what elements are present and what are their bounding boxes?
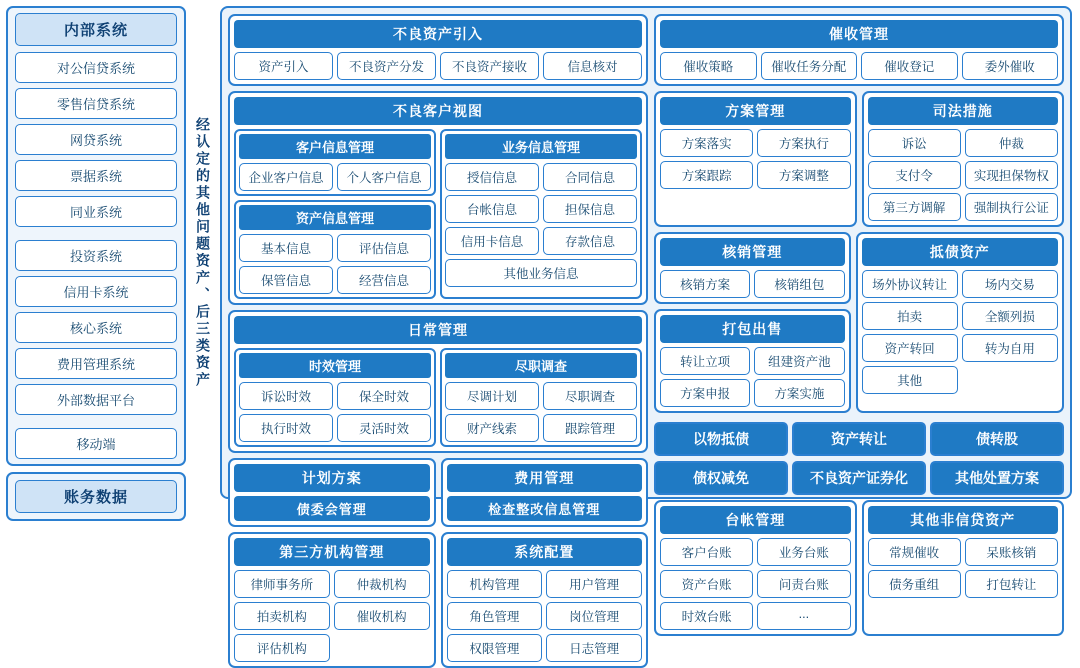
list-item[interactable]: 核心系统 — [15, 312, 177, 343]
system-modules-frame — [220, 6, 1072, 656]
module-item[interactable]: 岗位管理 — [546, 602, 642, 630]
list-item[interactable]: 外部数据平台 — [15, 384, 177, 415]
fee-box — [441, 458, 649, 527]
module-item[interactable]: 支付令 — [868, 161, 961, 189]
banner-group-right — [930, 422, 1064, 495]
module-item[interactable]: 用户管理 — [546, 570, 642, 598]
diligence-title: 尽职调查 — [445, 353, 637, 378]
npl-intro-items — [234, 52, 642, 80]
banner-item[interactable]: 债权减免 — [654, 461, 788, 495]
ledger-items — [660, 538, 851, 630]
collection-management-box — [654, 14, 1064, 86]
customer-view-box — [228, 91, 648, 305]
module-item[interactable]: 角色管理 — [447, 602, 543, 630]
module-item[interactable]: 业务台账 — [757, 538, 850, 566]
judicial-measures-title: 司法措施 — [868, 97, 1059, 125]
internal-systems-column — [6, 6, 186, 506]
module-item[interactable]: 强制执行公证 — [965, 193, 1058, 221]
system-config-items — [447, 570, 643, 662]
ledger-management-box — [654, 500, 857, 636]
module-item[interactable]: 执行时效 — [239, 414, 333, 442]
module-item[interactable]: 债务重组 — [868, 570, 961, 598]
module-item[interactable]: 组建资产池 — [754, 347, 844, 375]
plan-box — [228, 458, 436, 527]
debt-committee-title[interactable]: 债委会管理 — [234, 496, 430, 521]
module-item[interactable]: 呆账核销 — [965, 538, 1058, 566]
accounting-data-panel — [6, 472, 186, 521]
module-item[interactable]: 催收登记 — [861, 52, 958, 80]
banner-item[interactable]: 不良资产证券化 — [792, 461, 926, 495]
module-item[interactable]: 权限管理 — [447, 634, 543, 662]
debt-asset-title: 抵债资产 — [862, 238, 1059, 266]
banner-group-left — [654, 422, 788, 495]
plan-fee-row — [228, 458, 648, 527]
other-noncredit-title: 其他非信贷资产 — [868, 506, 1059, 534]
module-item[interactable]: 拍卖机构 — [234, 602, 330, 630]
module-item[interactable]: 拍卖 — [862, 302, 958, 330]
module-item[interactable]: 财产线索 — [445, 414, 539, 442]
daily-management-groups — [234, 348, 642, 447]
module-item[interactable]: 问责台账 — [757, 570, 850, 598]
daily-management-box — [228, 310, 648, 453]
business-info-sub — [440, 129, 642, 299]
internal-systems-title: 内部系统 — [15, 13, 177, 46]
scheme-items — [660, 129, 851, 189]
module-item[interactable]: 打包转让 — [965, 570, 1058, 598]
thirdparty-sysconfig-row — [228, 532, 648, 668]
module-item[interactable]: 方案实施 — [754, 379, 844, 407]
module-item[interactable]: 场内交易 — [962, 270, 1058, 298]
module-item[interactable]: 信用卡信息 — [445, 227, 539, 255]
module-item[interactable]: 全额列损 — [962, 302, 1058, 330]
module-item[interactable]: 企业客户信息 — [239, 163, 333, 191]
module-item[interactable]: 评估信息 — [337, 234, 431, 262]
customer-info-items — [239, 163, 431, 191]
system-config-title: 系统配置 — [447, 538, 643, 566]
module-item[interactable]: 实现担保物权 — [965, 161, 1058, 189]
module-item[interactable]: 客户台账 — [660, 538, 753, 566]
module-item[interactable]: 资产引入 — [234, 52, 333, 80]
module-item[interactable]: 方案申报 — [660, 379, 750, 407]
ledger-management-title: 台帐管理 — [660, 506, 851, 534]
vertical-axis-label — [190, 6, 216, 499]
writeoff-management-box — [654, 232, 851, 304]
banner-item[interactable]: 债转股 — [930, 422, 1064, 456]
writeoff-package-stack — [654, 232, 851, 413]
modules-right-column — [654, 14, 1064, 624]
ledger-othernoncredit-row — [654, 500, 1064, 636]
inspection-rectify-title[interactable]: 检查整改信息管理 — [447, 496, 643, 521]
list-item[interactable]: 费用管理系统 — [15, 348, 177, 379]
module-item[interactable]: 基本信息 — [239, 234, 333, 262]
debt-asset-box — [856, 232, 1065, 413]
module-item[interactable]: 台帐信息 — [445, 195, 539, 223]
list-item[interactable]: 网贷系统 — [15, 124, 177, 155]
module-item[interactable]: 合同信息 — [543, 163, 637, 191]
module-item[interactable]: 委外催收 — [962, 52, 1059, 80]
customer-view-groups — [234, 129, 642, 299]
internal-systems-panel — [6, 6, 186, 466]
third-party-box — [228, 532, 436, 668]
module-item[interactable]: 其他 — [862, 366, 958, 394]
module-item[interactable]: 方案落实 — [660, 129, 753, 157]
module-item[interactable]: 日志管理 — [546, 634, 642, 662]
npl-intro-title: 不良资产引入 — [234, 20, 642, 48]
vertical-axis-label-text: 经认定的其他问题资产、后三类资产 — [195, 116, 211, 389]
module-item[interactable]: 不良资产分发 — [337, 52, 436, 80]
scheme-management-title: 方案管理 — [660, 97, 851, 125]
writeoff-management-title: 核销管理 — [660, 238, 845, 266]
diligence-items — [445, 382, 637, 442]
module-item[interactable]: 经营信息 — [337, 266, 431, 294]
package-sale-box — [654, 309, 851, 413]
timeliness-items — [239, 382, 431, 442]
module-item[interactable]: 评估机构 — [234, 634, 330, 662]
package-sale-title: 打包出售 — [660, 315, 845, 343]
collection-items — [660, 52, 1058, 80]
list-item[interactable]: 零售信贷系统 — [15, 88, 177, 119]
module-item[interactable]: ... — [757, 602, 850, 630]
banner-item[interactable]: 以物抵债 — [654, 422, 788, 456]
business-info-items — [445, 163, 637, 255]
timeliness-sub — [234, 348, 436, 447]
module-item[interactable]: 存款信息 — [543, 227, 637, 255]
fee-title: 费用管理 — [447, 464, 643, 492]
customer-left-stack — [234, 129, 436, 299]
system-config-box — [441, 532, 649, 668]
module-item[interactable]: 资产台账 — [660, 570, 753, 598]
plan-title: 计划方案 — [234, 464, 430, 492]
timeliness-title: 时效管理 — [239, 353, 431, 378]
other-noncredit-box — [862, 500, 1065, 636]
module-item[interactable]: 保管信息 — [239, 266, 333, 294]
asset-info-title: 资产信息管理 — [239, 205, 431, 230]
module-item[interactable]: 其他业务信息 — [445, 259, 637, 287]
other-noncredit-items — [868, 538, 1059, 598]
module-item[interactable]: 诉讼时效 — [239, 382, 333, 410]
module-item[interactable]: 跟踪管理 — [543, 414, 637, 442]
list-item[interactable]: 对公信贷系统 — [15, 52, 177, 83]
module-item[interactable]: 不良资产接收 — [440, 52, 539, 80]
banner-item[interactable]: 其他处置方案 — [930, 461, 1064, 495]
module-item[interactable]: 常规催收 — [868, 538, 961, 566]
package-sale-items — [660, 347, 845, 407]
customer-info-sub — [234, 129, 436, 196]
module-item[interactable]: 机构管理 — [447, 570, 543, 598]
collection-management-title: 催收管理 — [660, 20, 1058, 48]
modules-left-column — [228, 14, 648, 656]
list-item[interactable]: 票据系统 — [15, 160, 177, 191]
plan-items — [234, 496, 430, 521]
module-item[interactable]: 催收机构 — [334, 602, 430, 630]
daily-management-title: 日常管理 — [234, 316, 642, 344]
third-party-title: 第三方机构管理 — [234, 538, 430, 566]
module-item[interactable]: 尽调计划 — [445, 382, 539, 410]
judicial-measures-box — [862, 91, 1065, 227]
module-item[interactable]: 方案调整 — [757, 161, 850, 189]
module-item[interactable]: 时效台账 — [660, 602, 753, 630]
third-party-items — [234, 570, 430, 662]
internal-systems-list — [15, 52, 177, 459]
diligence-sub — [440, 348, 642, 447]
module-item[interactable]: 仲裁 — [965, 129, 1058, 157]
banner-group-mid — [792, 422, 926, 495]
business-info-items-wide — [445, 259, 637, 287]
module-item[interactable]: 转为自用 — [962, 334, 1058, 362]
list-item[interactable]: 同业系统 — [15, 196, 177, 227]
asset-info-items — [239, 234, 431, 294]
npl-intro-box — [228, 14, 648, 86]
scheme-management-box — [654, 91, 857, 227]
judicial-items — [868, 129, 1059, 221]
spacer — [15, 420, 177, 423]
writeoff-debtasset-row — [654, 232, 1064, 413]
module-item[interactable]: 担保信息 — [543, 195, 637, 223]
accounting-data-title: 账务数据 — [15, 480, 177, 513]
scheme-judicial-row — [654, 91, 1064, 227]
banner-item[interactable]: 资产转让 — [792, 422, 926, 456]
module-item[interactable]: 个人客户信息 — [337, 163, 431, 191]
module-item[interactable]: 保全时效 — [337, 382, 431, 410]
module-item[interactable]: 第三方调解 — [868, 193, 961, 221]
business-info-title: 业务信息管理 — [445, 134, 637, 159]
asset-info-sub — [234, 200, 436, 299]
module-item[interactable]: 律师事务所 — [234, 570, 330, 598]
spacer — [15, 232, 177, 235]
debt-asset-items — [862, 270, 1059, 394]
customer-info-title: 客户信息管理 — [239, 134, 431, 159]
disposal-banners — [654, 422, 1064, 495]
module-item[interactable]: 资产转回 — [862, 334, 958, 362]
fee-items — [447, 496, 643, 521]
module-item[interactable]: 核销方案 — [660, 270, 750, 298]
module-item[interactable]: 仲裁机构 — [334, 570, 430, 598]
module-item[interactable]: 方案执行 — [757, 129, 850, 157]
module-item[interactable]: 方案跟踪 — [660, 161, 753, 189]
list-item[interactable]: 移动端 — [15, 428, 177, 459]
module-item[interactable]: 尽职调查 — [543, 382, 637, 410]
module-item[interactable]: 诉讼 — [868, 129, 961, 157]
module-item[interactable]: 信息核对 — [543, 52, 642, 80]
module-item[interactable]: 灵活时效 — [337, 414, 431, 442]
list-item[interactable]: 投资系统 — [15, 240, 177, 271]
module-item[interactable]: 场外协议转让 — [862, 270, 958, 298]
writeoff-items — [660, 270, 845, 298]
customer-view-title: 不良客户视图 — [234, 97, 642, 125]
module-item[interactable]: 授信信息 — [445, 163, 539, 191]
module-item[interactable]: 转让立项 — [660, 347, 750, 375]
list-item[interactable]: 信用卡系统 — [15, 276, 177, 307]
module-item[interactable]: 催收策略 — [660, 52, 757, 80]
module-item[interactable]: 催收任务分配 — [761, 52, 858, 80]
module-item[interactable]: 核销组包 — [754, 270, 844, 298]
